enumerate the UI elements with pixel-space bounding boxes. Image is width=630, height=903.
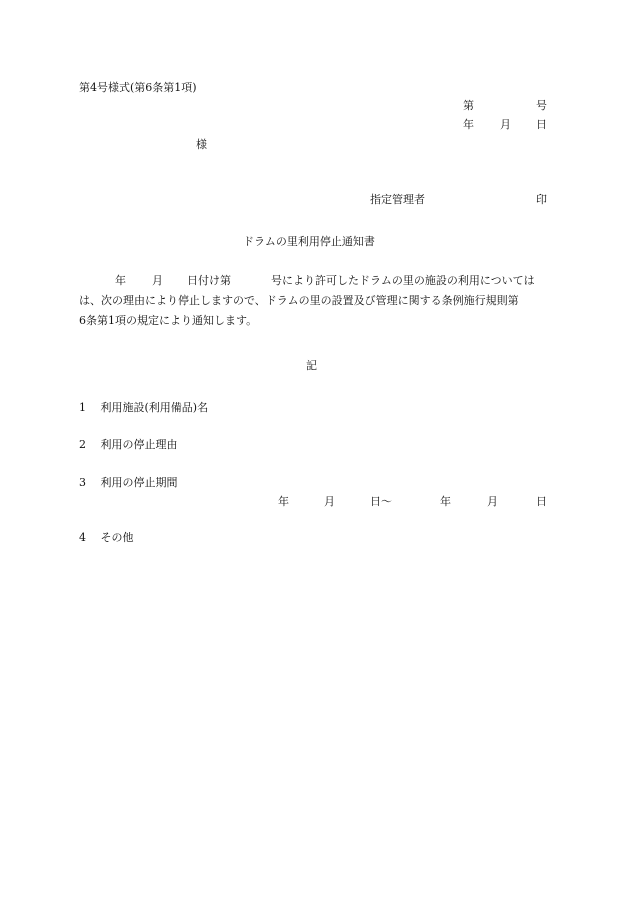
date-day: 日: [536, 118, 547, 131]
item-label: その他: [100, 531, 134, 544]
document-title: ドラムの里利用停止通知書: [243, 235, 375, 248]
item-other: [79, 531, 134, 545]
item-number: 1: [79, 401, 86, 414]
addressee-suffix: 様: [196, 138, 207, 151]
body-year: 年: [115, 274, 126, 287]
item-number: 4: [79, 531, 86, 544]
date-month: 月: [500, 118, 511, 131]
item-label: 利用の停止期間: [100, 476, 178, 489]
body-line-3: 6条第1項の規定により通知します。: [79, 314, 258, 327]
form-number: 第4号様式(第6条第1項): [79, 81, 197, 94]
item-facility-name: [79, 401, 208, 415]
body-line-1-rest: 号により許可したドラムの里の施設の利用については: [271, 274, 535, 287]
period-to-day: 日: [536, 495, 547, 508]
body-month: 月: [152, 274, 163, 287]
note-heading: 記: [306, 359, 317, 372]
period-to-month: 月: [487, 495, 498, 508]
item-label: 利用施設(利用備品)名: [100, 401, 209, 414]
period-to-year: 年: [440, 495, 451, 508]
item-stop-period: [79, 476, 178, 490]
body-day-ref: 日付け第: [187, 274, 231, 287]
item-label: 利用の停止理由: [100, 438, 178, 451]
body-paragraph: [79, 271, 547, 331]
doc-number-suffix: 号: [536, 99, 547, 112]
period-from-month: 月: [324, 495, 335, 508]
date-year: 年: [463, 118, 474, 131]
item-number: 2: [79, 438, 86, 451]
item-number: 3: [79, 476, 86, 489]
sender-title: 指定管理者: [370, 193, 425, 206]
doc-number-prefix: 第: [463, 99, 474, 112]
period-from-year: 年: [278, 495, 289, 508]
body-line-2: は、次の理由により停止しますので、ドラムの里の設置及び管理に関する条例施行規則第: [79, 294, 519, 307]
seal-mark: 印: [536, 193, 547, 206]
period-from-day: 日〜: [370, 495, 392, 508]
item-stop-reason: [79, 438, 178, 452]
body-line-1: [79, 271, 547, 291]
